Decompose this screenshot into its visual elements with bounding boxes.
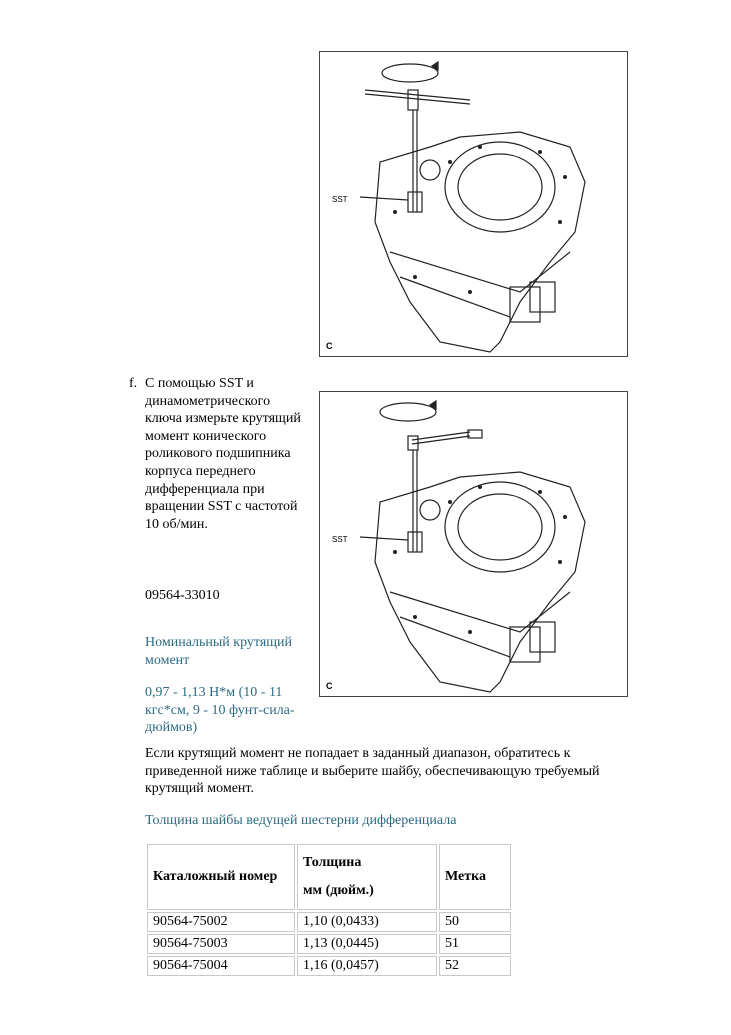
cell-part: 90564-75002: [147, 912, 295, 932]
table-header-row: [147, 844, 511, 910]
table-row: [147, 912, 511, 932]
cell-part: 90564-75004: [147, 956, 295, 976]
figure-corner-letter: C: [326, 341, 333, 351]
illustration-torque-wrench-t-handle: [319, 51, 628, 357]
header-mark: Метка: [439, 844, 511, 910]
sst-callout-label: SST: [332, 535, 348, 544]
sst-part-number: 09564-33010: [145, 588, 220, 603]
table-row: [147, 934, 511, 954]
cell-part: 90564-75003: [147, 934, 295, 954]
note-paragraph: Если крутящий момент не попадает в заданный диапазон, обратитесь к приведенной ниже таблице и выберите шайбу, обеспечивающую требуемый крутящий момент.: [145, 746, 600, 797]
table-row: [147, 956, 511, 976]
spec-heading: Номинальный крутящий момент: [145, 635, 293, 668]
step-instruction: С помощью SST и динамометрического ключа измерьте крутящий момент конического роликового подшипника корпуса переднего дифференциала при вращении SST с частотой 10 об/мин.: [145, 376, 301, 532]
header-thickness-line2: мм (дюйм.): [303, 883, 374, 898]
spec-value: 0,97 - 1,13 Н*м (10 - 11 кгс*см, 9 - 10 фунт-сила-дюймов): [145, 685, 295, 736]
header-thickness-line1: Толщина: [303, 855, 362, 870]
step-marker: f.: [129, 376, 138, 391]
illustration-torque-wrench-angled: [319, 391, 628, 697]
transaxle-drawing-top: [320, 52, 627, 356]
table-title: Толщина шайбы ведущей шестерни дифференциала: [145, 813, 457, 828]
header-part-number: Каталожный номер: [147, 844, 295, 910]
cell-thickness: 1,13 (0,0445): [297, 934, 437, 954]
figure-corner-letter: C: [326, 681, 333, 691]
cell-mark: 50: [439, 912, 511, 932]
cell-thickness: 1,16 (0,0457): [297, 956, 437, 976]
cell-mark: 51: [439, 934, 511, 954]
cell-mark: 52: [439, 956, 511, 976]
washer-thickness-table: [145, 842, 513, 978]
transaxle-drawing-bottom: [320, 392, 627, 696]
sst-callout-label: SST: [332, 195, 348, 204]
cell-thickness: 1,10 (0,0433): [297, 912, 437, 932]
header-thickness: [297, 844, 437, 910]
